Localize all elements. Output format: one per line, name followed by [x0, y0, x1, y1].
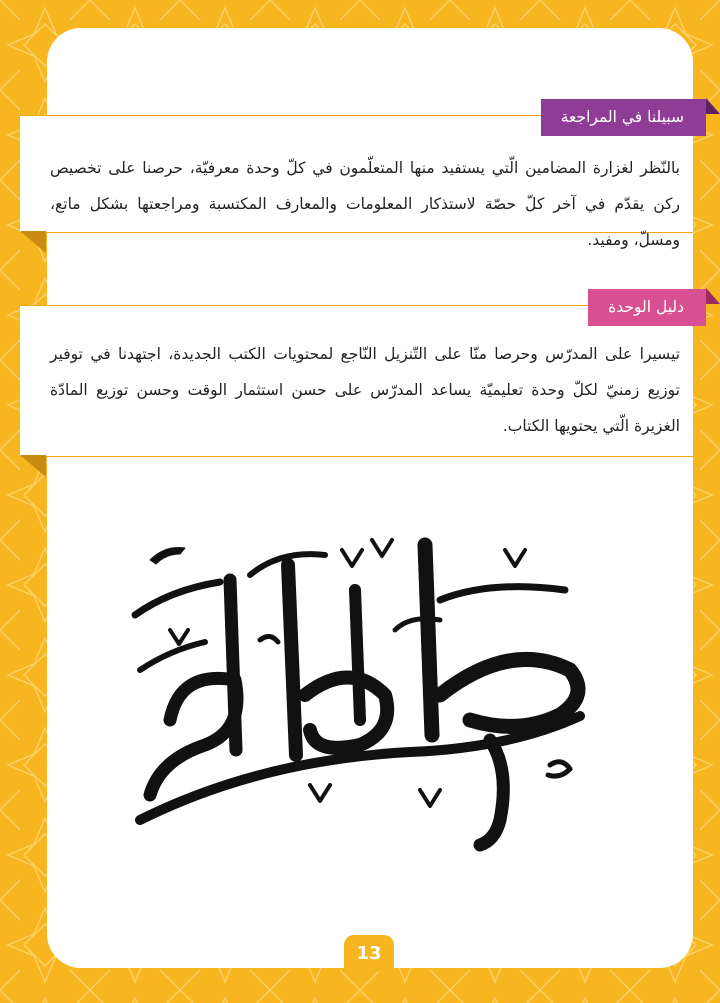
tag-fold-pink — [706, 288, 720, 304]
page-number: 13 — [344, 935, 394, 971]
calligraphy-artwork — [110, 520, 610, 860]
section-text-review: بالنّظر لغزارة المضامين الّتي يستفيد منها المتعلّمون في كلّ وحدة معرفيّة، حرصنا على تخصيص ركن يقدّم في آخر كلّ حصّة لاستذكار المعلومات والمعارف المكتسبة ومراجعتها بشكل ماتع، ومسلّ، ومفيد. — [50, 159, 680, 249]
section-heading-review: سبيلنا في المراجعة — [541, 99, 706, 136]
section-text-unit-guide: تيسيرا على المدرّس وحرصا منّا على التّنزيل النّاجع لمحتويات الكتب الجديدة، اجتهدنا في توفير توزيع زمنيّ لكلّ وحدة تعليميّة يساعد المدرّس على حسن استثمار الوقت وحسن توزيع المادّة الغزيرة الّتي يحتويها الكتاب. — [50, 345, 680, 435]
section-heading-unit-guide: دليل الوحدة — [588, 289, 706, 326]
tag-fold-purple — [706, 98, 720, 114]
band-fold-corner — [20, 231, 46, 253]
band-fold-corner — [20, 455, 46, 477]
